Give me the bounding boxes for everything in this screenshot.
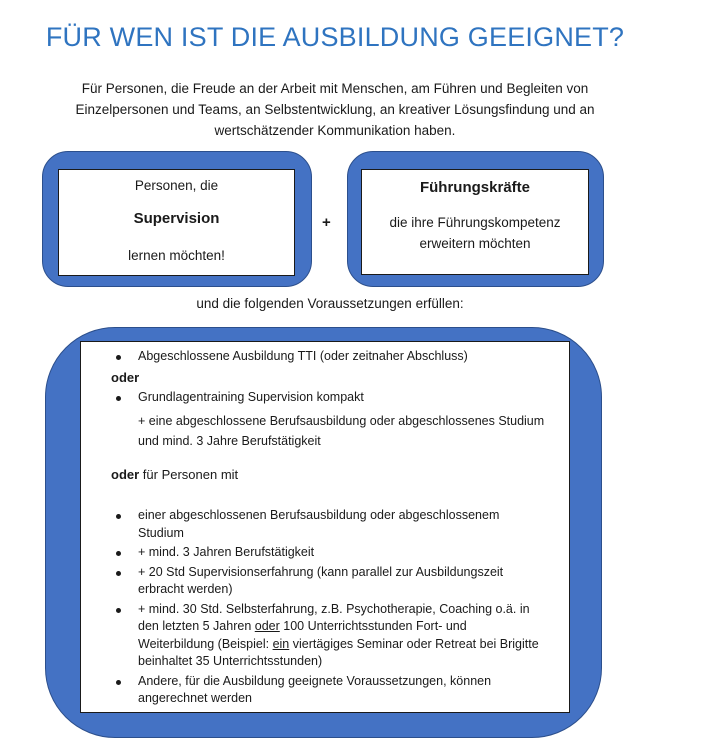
card-supervision-line1: Personen, die: [134, 178, 219, 193]
card-supervision-content: [58, 169, 295, 276]
requirements-heading: und die folgenden Voraussetzungen erfüllen:: [196, 296, 464, 311]
card-fuehrungskraefte-line3: erweitern möchten: [419, 236, 531, 251]
list-item-continuation: + eine abgeschlossene Berufsausbildung oder abgeschlossenes Studium und mind. 3 Jahre Berufstätigkeit: [138, 413, 545, 448]
or-label: oder: [111, 369, 140, 385]
intro-text: Für Personen, die Freude an der Arbeit mit Menschen, am Führen und Begleiten von Einzelpersonen und Teams, an Selbstentwicklung, an kreativer Lösungsfindung und an wertschätzender Kommunikation haben.: [75, 81, 595, 138]
list-item: Andere, für die Ausbildung geeignete Voraussetzungen, können angerechnet werden: [81, 673, 569, 708]
card-supervision: [42, 151, 312, 287]
or-label-rest: für Personen mit: [139, 466, 239, 482]
list-item: + 20 Std Supervisionserfahrung (kann parallel zur Ausbildungszeit erbracht werden): [81, 564, 569, 599]
plus-sign: +: [322, 214, 331, 231]
requirements-list: [80, 341, 570, 713]
list-item: + mind. 3 Jahren Berufstätigkeit: [81, 544, 569, 562]
item6-ein-underlined: ein: [272, 636, 290, 651]
item6-or-underlined: oder: [254, 619, 280, 633]
card-fuehrungskraefte-line2: die ihre Führungskompetenz: [389, 215, 561, 230]
card-fuehrungskraefte: [347, 151, 604, 287]
card-supervision-line3: lernen möchten!: [128, 248, 225, 263]
page-title: FÜR WEN IST DIE AUSBILDUNG GEEIGNET?: [45, 22, 625, 52]
list-item: Grundlagentraining Supervision kompakt: [81, 389, 569, 407]
item6-part-a: + mind. 30 Std. Selbsterfahrung, z.B. Psychotherapie, Coaching o.ä. in den letzten 5 Jahren: [138, 601, 530, 633]
item6-part-b: 100 Unterrichtsstunden Fort- und Weiterbildung (Beispiel:: [138, 619, 467, 651]
card-fuehrungskraefte-content: [361, 169, 589, 275]
card-supervision-title: Supervision: [133, 210, 220, 227]
item6-part-c: viertägiges Seminar oder Retreat bei Brigitte beinhaltet 35 Unterrichtsstunden): [138, 636, 539, 668]
card-fuehrungskraefte-title: Führungskräfte: [419, 179, 530, 196]
or-persons-line: [81, 466, 569, 484]
list-item: einer abgeschlossenen Berufsausbildung oder abgeschlossenem Studium: [81, 507, 569, 542]
list-item: Abgeschlossene Ausbildung TTI (oder zeitnaher Abschluss): [81, 348, 569, 366]
or-label: oder: [111, 466, 140, 482]
list-item: [81, 601, 569, 671]
